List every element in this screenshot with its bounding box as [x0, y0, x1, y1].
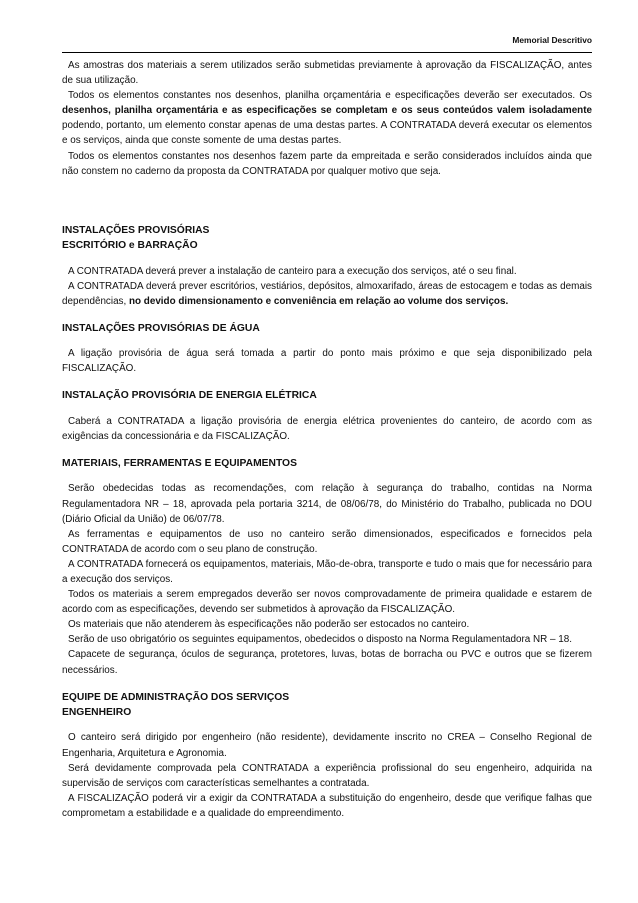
intro-paragraph: As amostras dos materiais a serem utilizados serão submetidas previamente à aprovação da FISCALIZAÇÃO, antes de sua utilização.: [62, 60, 592, 87]
equipe-paragraph: O canteiro será dirigido por engenheiro (não residente), devidamente inscrito no CREA – Conselho Regional de Engenharia, Arquitetura e Agronomia.: [62, 732, 592, 759]
materiais-paragraph: Serão de uso obrigatório os seguintes equipamentos, obedecidos o disposto na Norma Regulamentadora NR – 18.: [68, 634, 572, 646]
intro-text: podendo, portanto, um elemento constar apenas de uma destas partes. A CONTRATADA deverá executar os elementos e os serviços, ainda que conste somente de uma destas partes.: [62, 120, 592, 147]
subsection-heading-escritorio: ESCRITÓRIO e BARRAÇÃO: [62, 240, 198, 252]
section-spacer: [62, 404, 592, 414]
section-spacer: [62, 720, 592, 730]
equipe-paragraph: A FISCALIZAÇÃO poderá vir a exigir da CONTRATADA a substituição do engenheiro, desde que verifique falhas que comprometam a estabilidade e a qualidade do empreendimento.: [62, 792, 592, 819]
materiais-paragraph: Todos os materiais a serem empregados deverão ser novos comprovadamente de primeira qualidade e estarem de acordo com as especificações, devendo ser submetidos à aprovação da FISCALIZAÇÃO.: [62, 589, 592, 616]
section-spacer: [62, 254, 592, 264]
agua-paragraph: A ligação provisória de água será tomada a partir do ponto mais próximo e que seja disponibilizado pela FISCALIZAÇÃO.: [62, 348, 592, 375]
section-heading-equipe: EQUIPE DE ADMINISTRAÇÃO DOS SERVIÇOS: [62, 691, 290, 703]
intro-text: Todos os elementos constantes nos desenhos, planilha orçamentária e especificações deverão ser executados. Os: [68, 90, 592, 102]
document-header-title: Memorial Descritivo: [512, 35, 592, 45]
section-spacer: [62, 376, 592, 388]
section-heading-instalacoes: INSTALAÇÕES PROVISÓRIAS: [62, 224, 210, 236]
section-heading-materiais: MATERIAIS, FERRAMENTAS E EQUIPAMENTOS: [62, 458, 297, 470]
materiais-paragraph: A CONTRATADA fornecerá os equipamentos, materiais, Mão-de-obra, transporte e tudo o mais que for necessário para a execução dos serviços.: [62, 558, 592, 585]
materiais-paragraph: Os materiais que não atenderem às especificações não poderão ser estocados no canteiro.: [68, 619, 470, 631]
section-heading-energia: INSTALAÇÃO PROVISÓRIA DE ENERGIA ELÉTRICA: [62, 390, 317, 402]
instalacoes-bold-text: no devido dimensionamento e conveniência em relação ao volume dos serviços.: [128, 295, 509, 307]
equipe-paragraph: Será devidamente comprovada pela CONTRATADA a experiência profissional do seu engenheiro, adquirida na supervisão de serviços com características semelhantes a contratada.: [62, 762, 592, 789]
materiais-paragraph: Capacete de segurança, óculos de segurança, protetores, luvas, botas de borracha ou PVC e outros que se fizerem necessários.: [62, 649, 592, 676]
document-body: [62, 58, 592, 821]
section-spacer: [62, 179, 592, 223]
header-divider: [62, 52, 592, 53]
section-spacer: [62, 336, 592, 346]
intro-paragraph: Todos os elementos constantes nos desenhos fazem parte da empreitada e serão considerados incluídos ainda que não constem no caderno da proposta da CONTRATADA por qualquer motivo que seja.: [62, 150, 592, 177]
section-spacer: [62, 678, 592, 690]
section-spacer: [62, 471, 592, 481]
instalacoes-paragraph: [62, 279, 592, 309]
intro-paragraph: [62, 88, 592, 148]
energia-paragraph: Caberá a CONTRATADA a ligação provisória de energia elétrica provenientes do canteiro, de acordo com as exigências da concessionária e da FISCALIZAÇÃO.: [62, 415, 592, 442]
instalacoes-text: A CONTRATADA deverá prever escritórios, vestiários, depósitos, almoxarifado, áreas de estocagem e todas as demais dependências,: [62, 280, 592, 307]
subsection-heading-engenheiro: ENGENHEIRO: [62, 707, 132, 719]
materiais-paragraph: As ferramentas e equipamentos de uso no canteiro serão dimensionados, especificados e fornecidos pela CONTRATADA de acordo com o seu plano de construção.: [62, 528, 592, 555]
intro-bold-text: desenhos, planilha orçamentária e as especificações se completam e os seus conteúdos valem isoladamente: [62, 105, 592, 117]
materiais-paragraph: Serão obedecidas todas as recomendações, com relação à segurança do trabalho, contidas na Norma Regulamentadora NR – 18, aprovada pela portaria 3214, de 08/06/78, do Ministério do Trabalho, publicada no DOU (Diário Oficial da União) de 06/07/78.: [62, 483, 592, 525]
section-spacer: [62, 309, 592, 321]
section-heading-agua: INSTALAÇÕES PROVISÓRIAS DE ÁGUA: [62, 322, 260, 334]
section-spacer: [62, 444, 592, 456]
instalacoes-paragraph: A CONTRATADA deverá prever a instalação de canteiro para a execução dos serviços, até o seu final.: [68, 265, 517, 277]
